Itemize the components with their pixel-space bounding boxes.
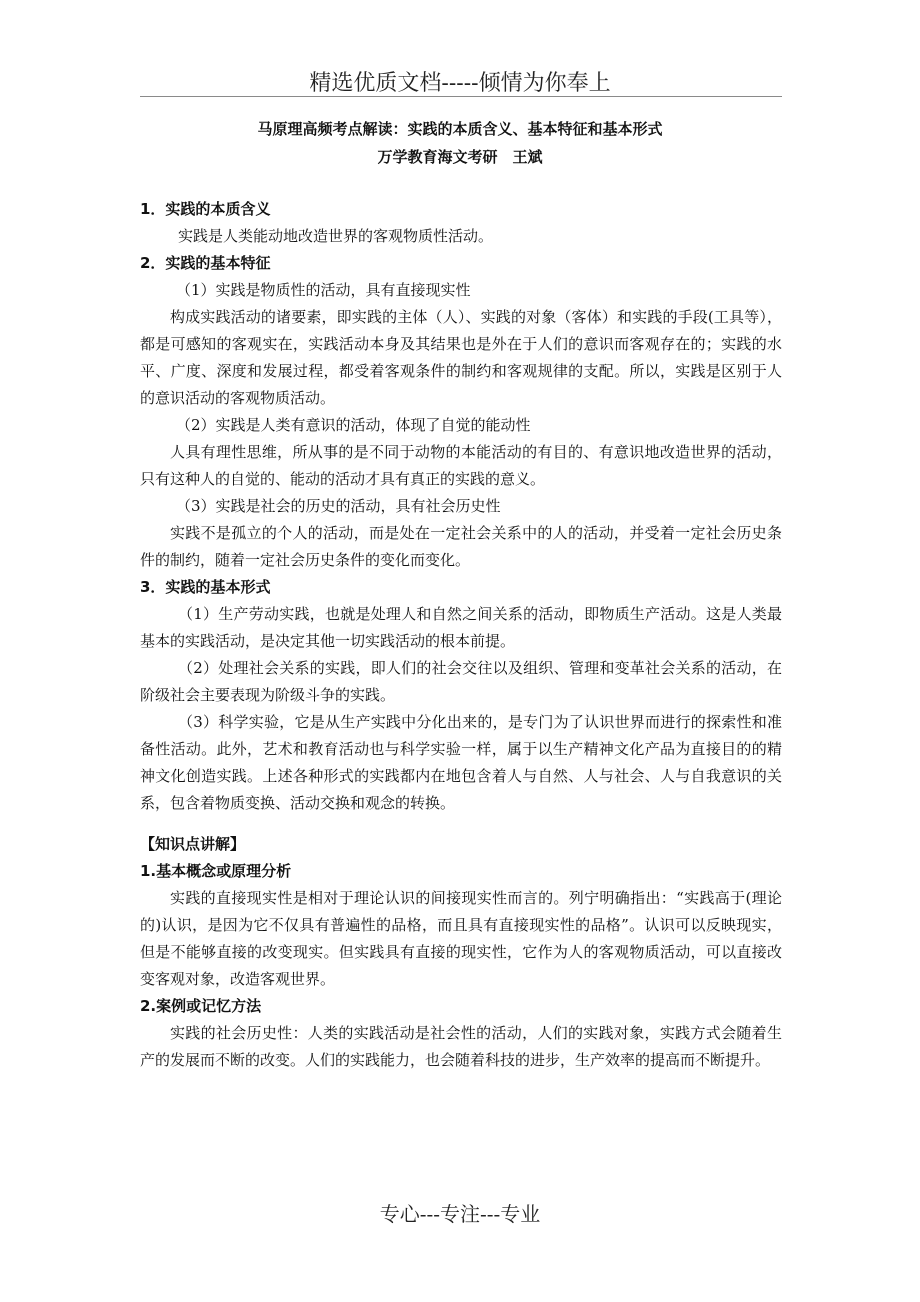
knowledge-2-heading: 2.案例或记忆方法 bbox=[140, 997, 262, 1015]
section-1-text: 实践是人类能动地改造世界的客观物质性活动。 bbox=[178, 227, 494, 245]
form-2-text: （2）处理社会关系的实践，即人们的社会交往以及组织、管理和变革社会关系的活动，在阶级社会主要表现为阶级斗争的实践。 bbox=[140, 659, 782, 704]
knowledge-2-text: 实践的社会历史性：人类的实践活动是社会性的活动，人们的实践对象，实践方式会随着生产的发展而不断的改变。人们的实践能力，也会随着科技的进步，生产效率的提高而不断提升。 bbox=[140, 1024, 782, 1069]
form-1-text: （1）生产劳动实践，也就是处理人和自然之间关系的活动，即物质生产活动。这是人类最基本的实践活动，是决定其他一切实践活动的根本前提。 bbox=[140, 605, 782, 650]
knowledge-1-heading: 1.基本概念或原理分析 bbox=[140, 862, 292, 880]
knowledge-heading: 【知识点讲解】 bbox=[140, 835, 246, 853]
form-3-text: （3）科学实验，它是从生产实践中分化出来的，是专门为了认识世界而进行的探索性和准备性活动。此外，艺术和教育活动也与科学实验一样，属于以生产精神文化产品为直接目的的精神文化创造实践。上述各种形式的实践都内在地包含着人与自然、人与社会、人与自我意识的关系，包含着物质变换、活动交换和观念的转换。 bbox=[140, 713, 782, 812]
feature-3-title: （3）实践是社会的历史的活动，具有社会历史性 bbox=[176, 497, 501, 515]
section-heading-1: 1．实践的本质含义 bbox=[140, 200, 271, 218]
document-body bbox=[140, 196, 782, 1074]
document-title: 马原理高频考点解读：实践的本质含义、基本特征和基本形式 bbox=[257, 120, 663, 138]
header-divider bbox=[140, 96, 782, 97]
feature-1-title: （1）实践是物质性的活动，具有直接现实性 bbox=[176, 281, 471, 299]
feature-2-text: 人具有理性思维，所从事的是不同于动物的本能活动的有目的、有意识地改造世界的活动，只有这种人的自觉的、能动的活动才具有真正的实践的意义。 bbox=[140, 443, 782, 488]
knowledge-1-text: 实践的直接现实性是相对于理论认识的间接现实性而言的。列宁明确指出：“实践高于(理论的)认识，是因为它不仅具有普遍性的品格，而且具有直接现实性的品格”。认识可以反映现实，但是不能够直接的改变现实。但实践具有直接的现实性，它作为人的客观物质活动，可以直接改变客观对象，改造客观世界。 bbox=[140, 889, 782, 988]
page-header: 精选优质文档-----倾情为你奉上 bbox=[309, 71, 611, 96]
feature-3-text: 实践不是孤立的个人的活动，而是处在一定社会关系中的人的活动，并受着一定社会历史条件的制约，随着一定社会历史条件的变化而变化。 bbox=[140, 524, 782, 569]
section-heading-2: 2．实践的基本特征 bbox=[140, 254, 271, 272]
section-heading-3: 3．实践的基本形式 bbox=[140, 578, 271, 596]
document-author: 万学教育海文考研 王斌 bbox=[377, 148, 543, 166]
feature-2-title: （2）实践是人类有意识的活动，体现了自觉的能动性 bbox=[176, 416, 531, 434]
page-footer: 专心---专注---专业 bbox=[379, 1202, 541, 1226]
feature-1-text: 构成实践活动的诸要素，即实践的主体（人）、实践的对象（客体）和实践的手段(工具等），都是可感知的客观实在，实践活动本身及其结果也是外在于人们的意识而客观存在的；实践的水平、广度、深度和发展过程，都受着客观条件的制约和客观规律的支配。所以，实践是区别于人的意识活动的客观物质活动。 bbox=[140, 308, 782, 407]
